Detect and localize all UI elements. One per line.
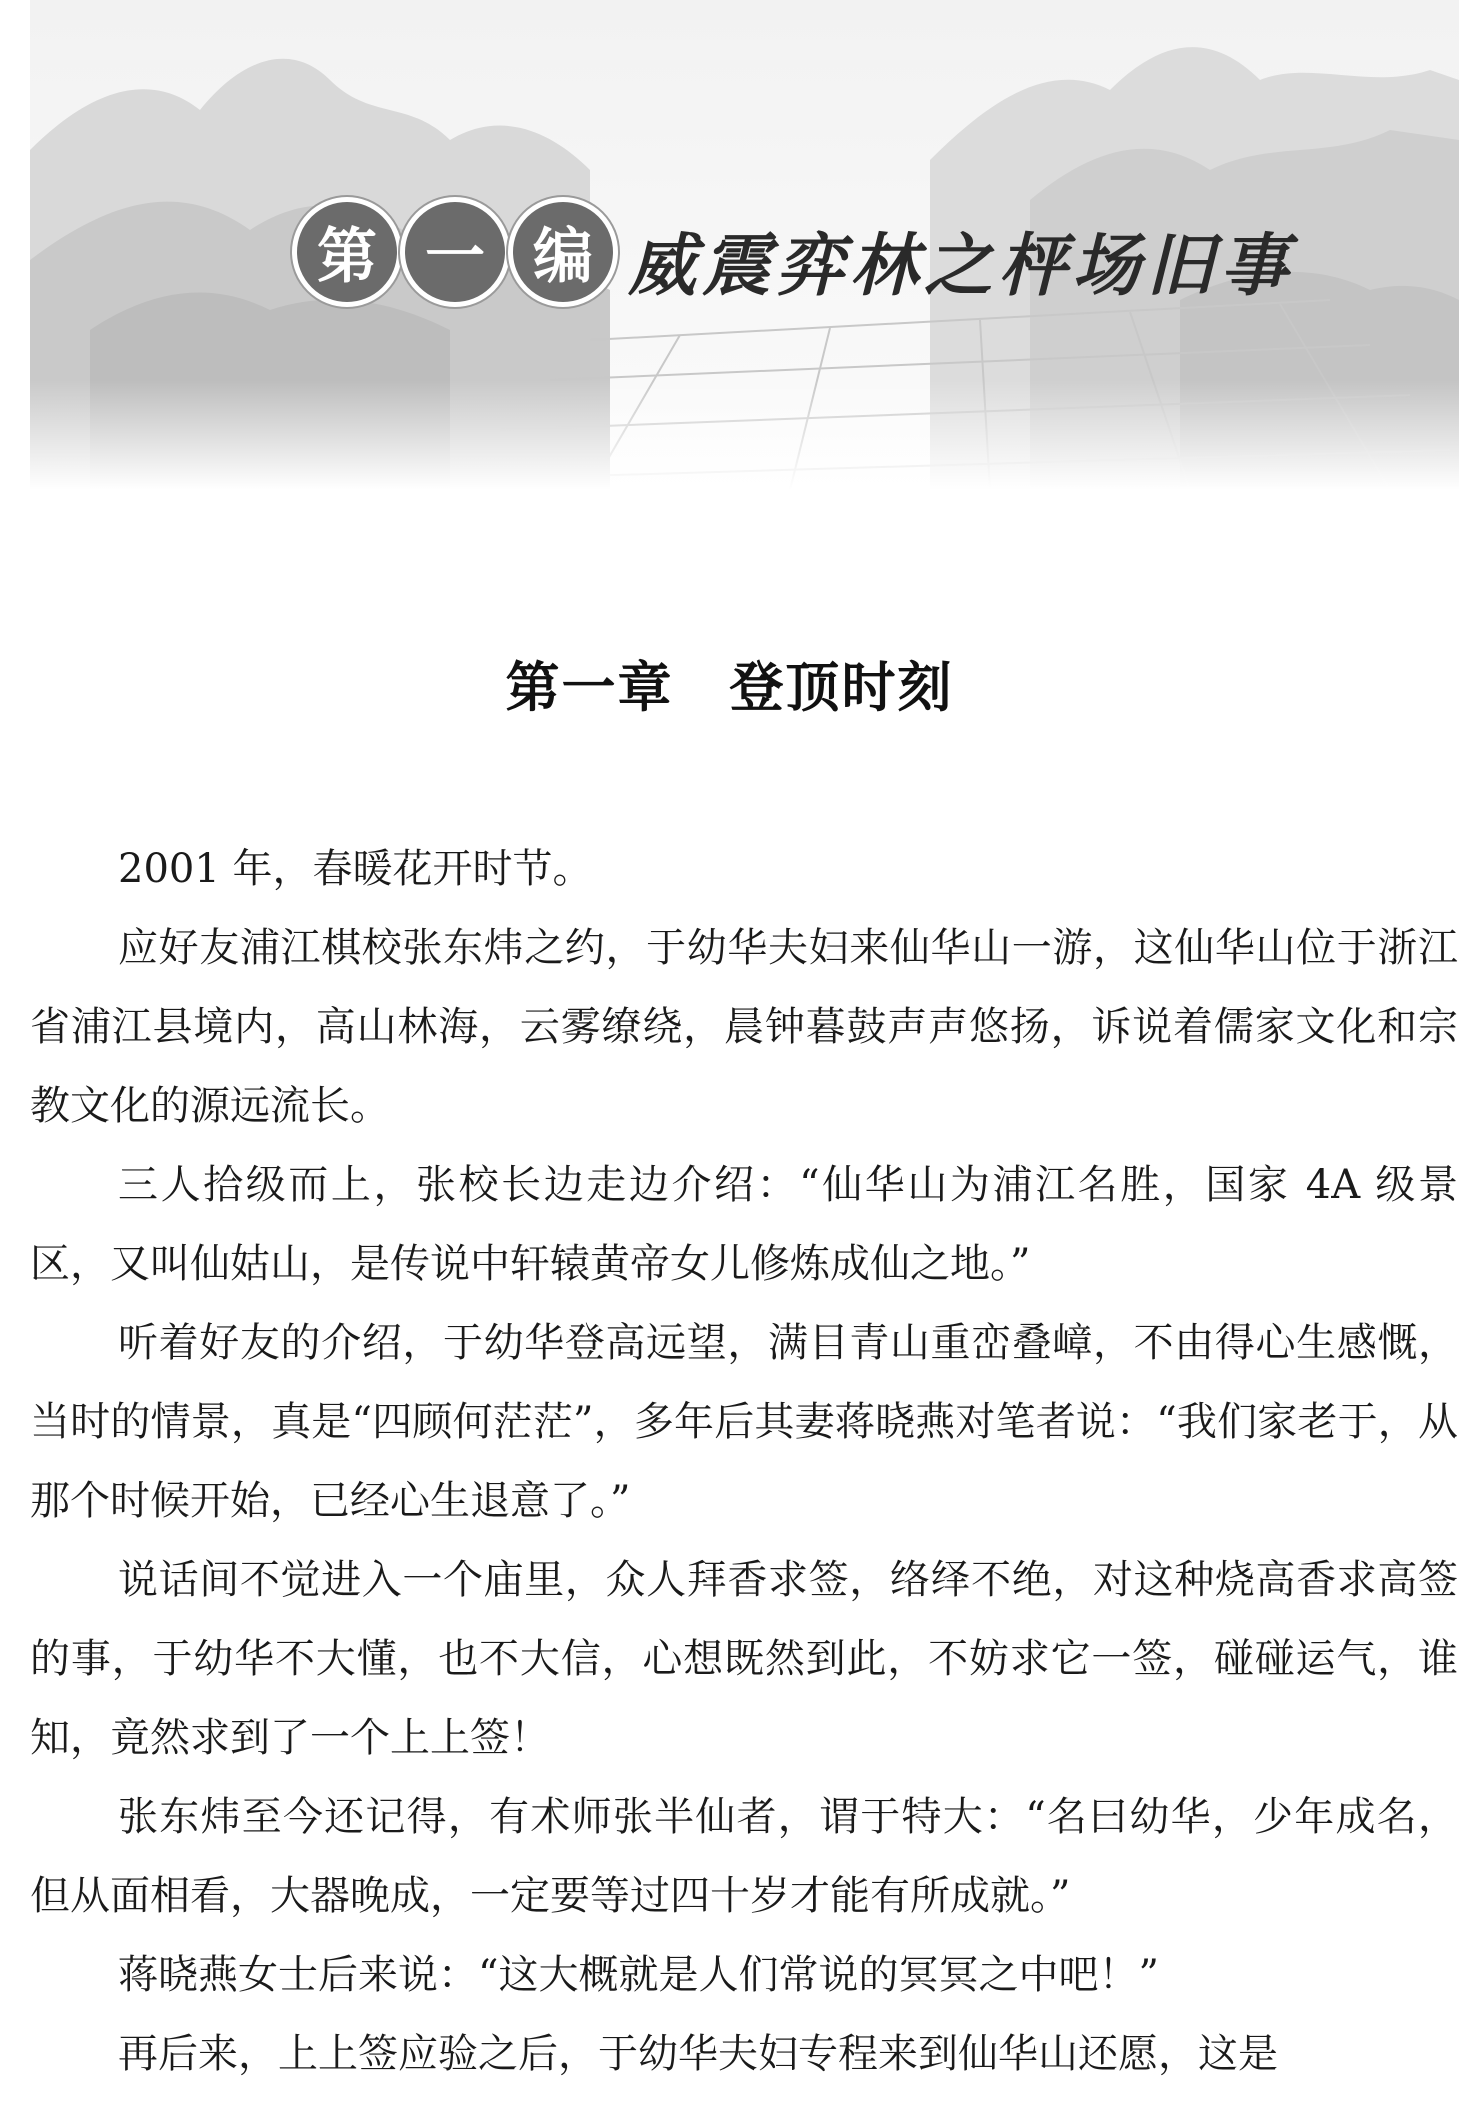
chapter-title: 第一章 登顶时刻	[505, 655, 954, 719]
paragraph: 蒋晓燕女士后来说：“这大概就是人们常说的冥冥之中吧！”	[118, 1952, 1159, 1998]
paragraph: 三人拾级而上，张校长边走边介绍：“仙华山为浦江名胜，国家 4A 级景区，又叫仙姑山，是传说中轩辕黄帝女儿修炼成仙之地。”	[30, 1162, 1458, 1287]
part-title: 威震弈林之枰场旧事	[628, 227, 1295, 306]
part-badge-1: 第	[292, 197, 402, 307]
paragraph: 2001 年，春暖花开时节。	[118, 846, 593, 892]
chapter-body	[30, 830, 1458, 2094]
part-banner	[30, 0, 1459, 490]
part-badge-2: 一	[400, 197, 510, 307]
part-number-badges	[292, 197, 616, 307]
paragraph: 张东炜至今还记得，有术师张半仙者，谓于特大：“名曰幼华，少年成名，但从面相看，大器晚成，一定要等过四十岁才能有所成就。”	[30, 1794, 1458, 1919]
paragraph: 说话间不觉进入一个庙里，众人拜香求签，络绎不绝，对这种烧高香求高签的事，于幼华不大懂，也不大信，心想既然到此，不妨求它一签，碰碰运气，谁知，竟然求到了一个上上签！	[30, 1557, 1458, 1761]
part-badge-3: 编	[508, 197, 618, 307]
paragraph: 应好友浦江棋校张东炜之约，于幼华夫妇来仙华山一游，这仙华山位于浙江省浦江县境内，高山林海，云雾缭绕，晨钟暮鼓声声悠扬，诉说着儒家文化和宗教文化的源远流长。	[30, 925, 1458, 1129]
paragraph: 听着好友的介绍，于幼华登高远望，满目青山重峦叠嶂，不由得心生感慨，当时的情景，真是“四顾何茫茫”，多年后其妻蒋晓燕对笔者说：“我们家老于，从那个时候开始，已经心生退意了。”	[30, 1320, 1458, 1524]
paragraph: 再后来，上上签应验之后，于幼华夫妇专程来到仙华山还愿，这是	[118, 2031, 1278, 2077]
